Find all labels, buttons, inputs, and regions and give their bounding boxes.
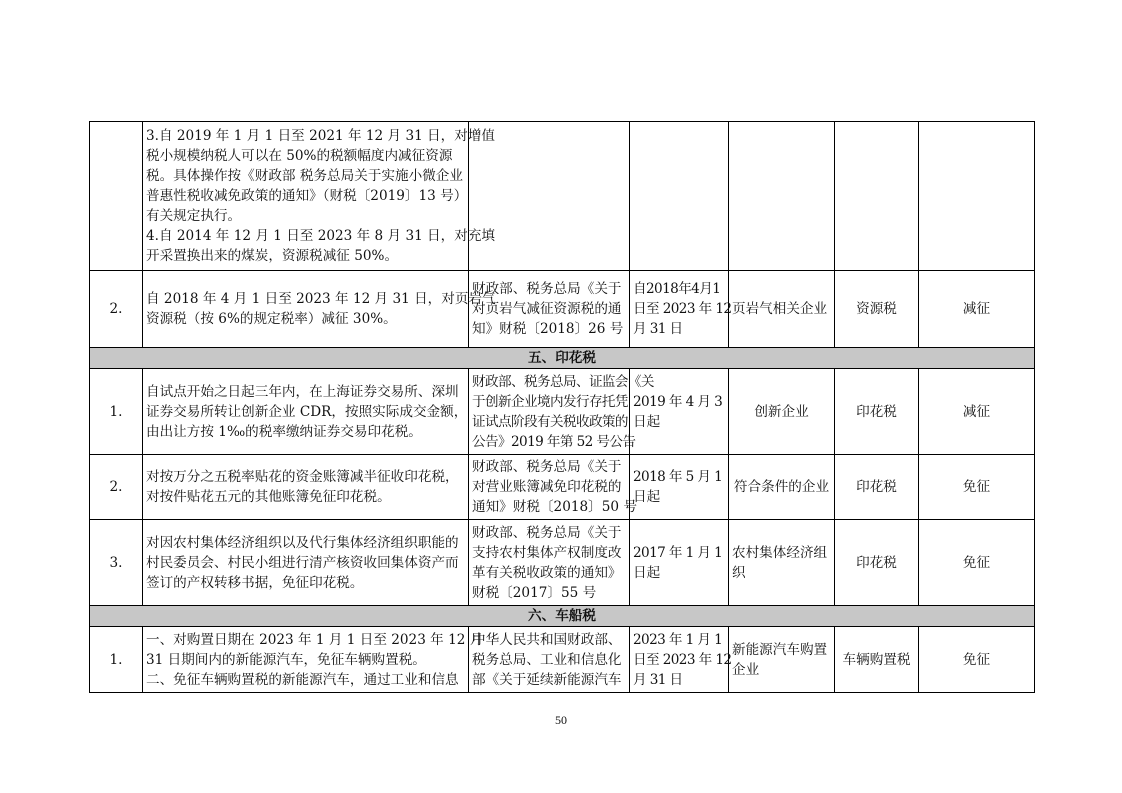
tax-type-cell (835, 122, 919, 271)
text-line: 税。具体操作按《财政部 税务总局关于实施小微企业 (146, 168, 463, 184)
text-line: 自 2018 年 4 月 1 日至 2023 年 12 月 31 日，对页岩气 (146, 291, 496, 307)
text-line: 于创新企业境内发行存托凭 (472, 393, 628, 410)
text-line: 有关规定执行。 (146, 208, 242, 224)
effective-period-cell (630, 520, 729, 606)
beneficiary-cell (729, 122, 835, 271)
relief-method-cell: 减征 (919, 369, 1035, 455)
text-line: 日起 (633, 564, 661, 581)
tax-type-cell: 印花税 (835, 520, 919, 606)
text-line: 知》财税〔2018〕26 号 (472, 321, 624, 337)
text-line: 对按件贴花五元的其他账簿免征印花税。 (146, 489, 391, 505)
beneficiary-cell: 页岩气相关企业 (729, 271, 835, 348)
text-line: 对因农村集体经济组织以及代行集体经济组织职能的 (146, 534, 459, 551)
text-line: 自2018年4月1 (633, 281, 721, 297)
row-number-cell: 1. (90, 369, 143, 455)
text-line: 3.自 2019 年 1 月 1 日至 2021 年 12 月 31 日，对增值 (146, 128, 496, 144)
text-line: 村民委员会、村民小组进行清产核资收回集体资产而 (146, 554, 459, 571)
tax-type-cell: 印花税 (835, 369, 919, 455)
section-title: 五、印花税 (90, 348, 1035, 369)
text-line: 证试点阶段有关税收政策的 (472, 413, 628, 430)
tax-type-cell: 车辆购置税 (835, 627, 919, 693)
row-number-cell: 1. (90, 627, 143, 693)
relief-method-cell: 减征 (919, 271, 1035, 348)
section-header-row (90, 606, 1035, 627)
text-line: 普惠性税收减免政策的通知》（财税〔2019〕13 号） (146, 188, 468, 204)
text-line: 日至 2023 年 12 (633, 301, 732, 317)
beneficiary-cell (729, 627, 835, 693)
tax-type-cell: 印花税 (835, 455, 919, 520)
section-title: 六、车船税 (90, 606, 1035, 627)
beneficiary-cell: 创新企业 (729, 369, 835, 455)
text-line: 二、免征车辆购置税的新能源汽车，通过工业和信息 (146, 671, 459, 688)
page-number: 50 (555, 713, 567, 727)
row-number-cell: 2. (90, 271, 143, 348)
relief-method-cell: 免征 (919, 627, 1035, 693)
text-line: 织 (732, 564, 746, 581)
beneficiary-cell (729, 520, 835, 606)
text-line: 财政部、税务总局《关于 (472, 281, 622, 297)
row-number-cell: 3. (90, 520, 143, 606)
row-number-cell: 2. (90, 455, 143, 520)
text-line: 对营业账簿减免印花税的 (472, 479, 622, 495)
text-line: 2023 年 1 月 1 (633, 631, 723, 648)
text-line: 一、对购置日期在 2023 年 1 月 1 日至 2023 年 12 月 (146, 631, 484, 648)
text-line: 日至 2023 年 12 (633, 651, 732, 668)
policy-basis-cell (469, 627, 630, 693)
text-line: 企业 (732, 661, 760, 678)
text-line: 2017 年 1 月 1 (633, 544, 723, 561)
text-line: 日起 (633, 413, 661, 430)
text-line: 月 31 日 (633, 321, 683, 337)
text-line: 财政部、税务总局《关于 (472, 524, 622, 541)
text-line: 革有关税收政策的通知》 (472, 564, 622, 581)
text-line: 4.自 2014 年 12 月 1 日至 2023 年 8 月 31 日，对充填 (146, 228, 496, 244)
text-line: 2019 年 4 月 3 (633, 393, 723, 410)
effective-period-cell (630, 122, 729, 271)
row-number-cell (90, 122, 143, 271)
table-row (90, 520, 1035, 606)
policy-description-cell (143, 455, 469, 520)
text-line: 财政部、税务总局、证监会《关 (472, 373, 654, 390)
text-line: 通知》财税〔2018〕50 号 (472, 499, 637, 515)
text-line: 支持农村集体产权制度改 (472, 544, 622, 561)
policy-table (89, 121, 1035, 693)
policy-description-cell (143, 271, 496, 348)
text-line: 月 31 日 (633, 671, 683, 688)
text-line: 部《关于延续新能源汽车 (472, 671, 622, 688)
policy-description-cell (143, 369, 469, 455)
text-line: 财税〔2017〕55 号 (472, 584, 597, 601)
text-line: 由出让方按 1‰的税率缴纳证券交易印花税。 (146, 423, 422, 440)
table-row (90, 122, 1035, 271)
effective-period-cell (630, 627, 732, 693)
policy-basis-cell (469, 520, 630, 606)
policy-description-cell (143, 122, 496, 271)
effective-period-cell (630, 455, 729, 520)
policy-basis-cell (469, 455, 637, 520)
text-line: 公告》2019 年第 52 号公告 (472, 433, 636, 450)
text-line: 新能源汽车购置 (732, 641, 828, 658)
section-header-row (90, 348, 1035, 369)
text-line: 资源税（按 6%的规定税率）减征 30%。 (146, 311, 397, 327)
text-line: 对按万分之五税率贴花的资金账簿减半征收印花税， (146, 469, 459, 485)
text-line: 农村集体经济组 (732, 544, 828, 561)
text-line: 开采置换出来的煤炭，资源税减征 50%。 (146, 248, 399, 264)
table-row (90, 271, 1035, 348)
text-line: 税务总局、工业和信息化 (472, 651, 622, 668)
text-line: 证券交易所转让创新企业 CDR，按照实际成交金额， (146, 403, 468, 420)
text-line: 自试点开始之日起三年内，在上海证券交易所、深圳 (146, 383, 459, 400)
relief-method-cell (919, 122, 1035, 271)
table-row (90, 627, 1035, 693)
text-line: 31 日期间内的新能源汽车，免征车辆购置税。 (146, 651, 426, 668)
text-line: 财政部、税务总局《关于 (472, 459, 622, 475)
text-line: 日起 (633, 489, 661, 505)
text-line: 2018 年 5 月 1 (633, 469, 723, 485)
policy-description-cell (143, 520, 469, 606)
table-row (90, 455, 1035, 520)
policy-description-cell (143, 627, 484, 693)
effective-period-cell (630, 271, 732, 348)
table-row (90, 369, 1035, 455)
policy-basis-cell (469, 271, 630, 348)
relief-method-cell: 免征 (919, 520, 1035, 606)
text-line: 对页岩气减征资源税的通 (472, 301, 622, 317)
beneficiary-cell: 符合条件的企业 (729, 455, 835, 520)
text-line: 税小规模纳税人可以在 50%的税额幅度内减征资源 (146, 148, 453, 164)
text-line: 签订的产权转移书据，免征印花税。 (146, 574, 364, 591)
tax-type-cell: 资源税 (835, 271, 919, 348)
relief-method-cell: 免征 (919, 455, 1035, 520)
text-line: 中华人民共和国财政部、 (472, 631, 622, 648)
